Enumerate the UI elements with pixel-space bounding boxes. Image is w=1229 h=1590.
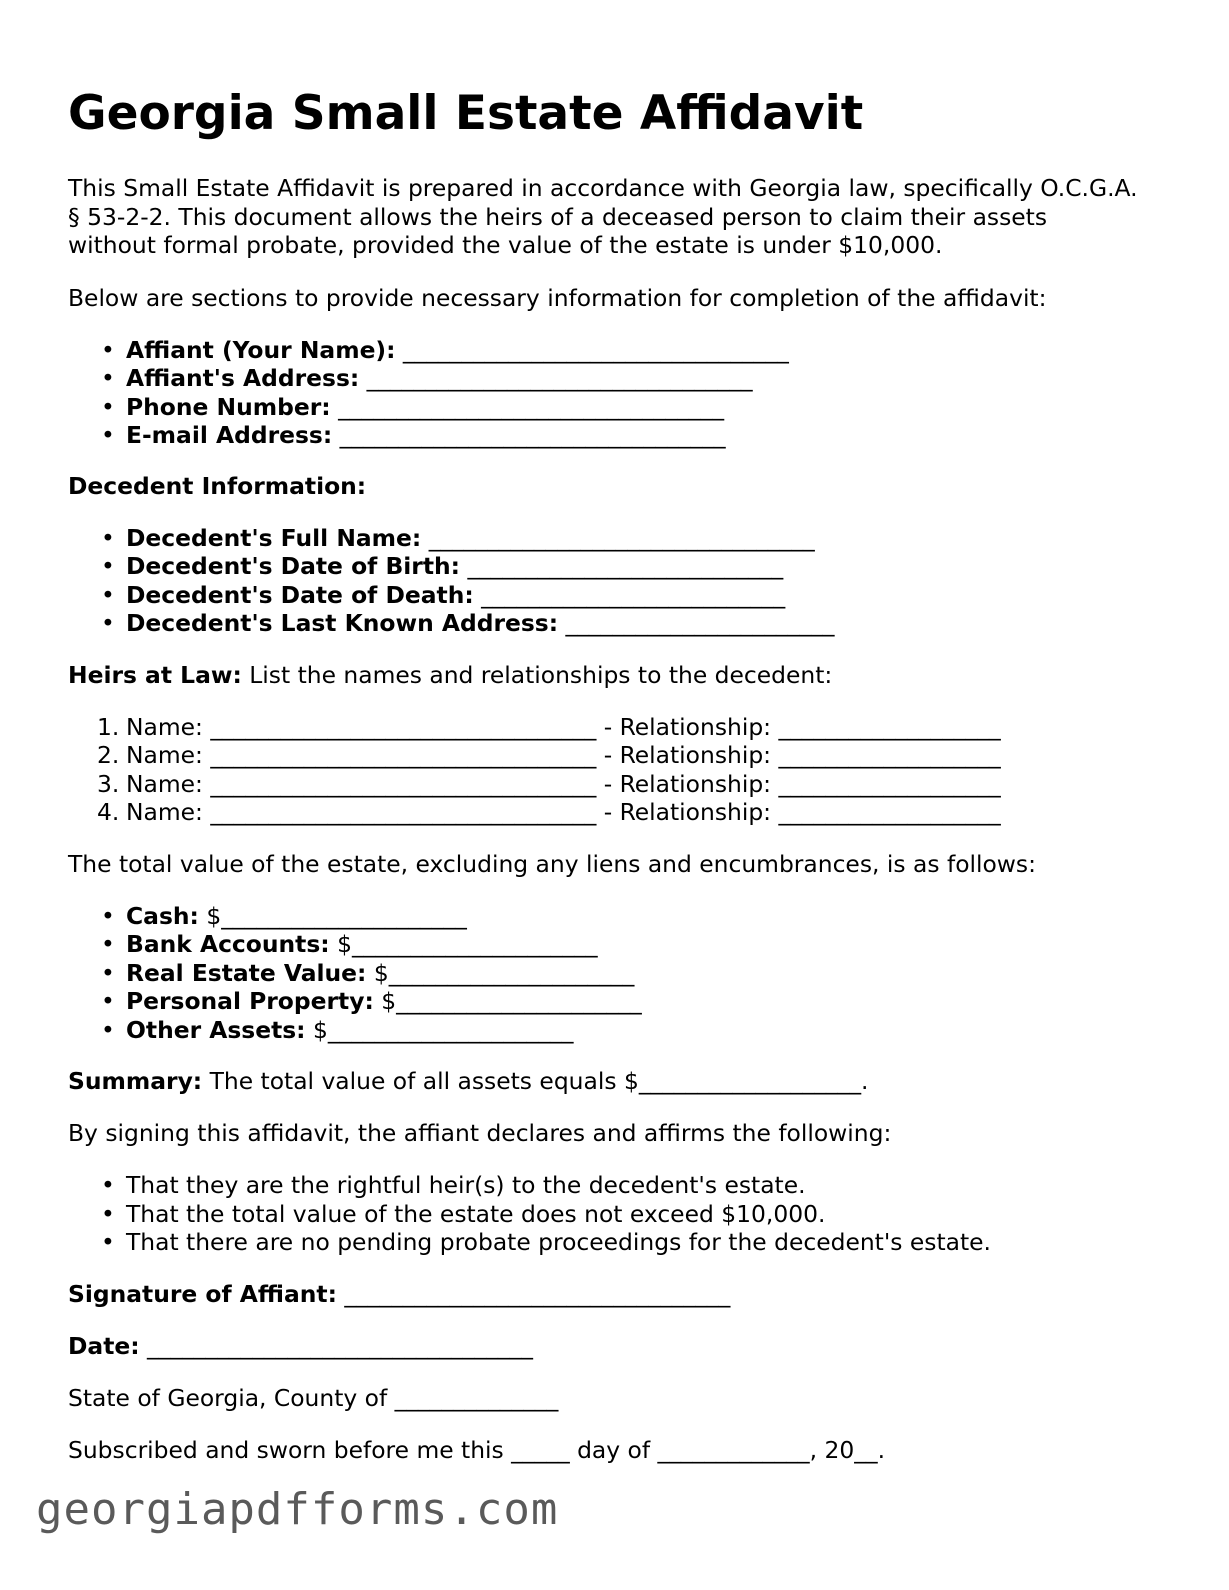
county-line[interactable]: State of Georgia, County of ______________ bbox=[68, 1383, 559, 1412]
bullet-icon: • bbox=[101, 523, 115, 552]
declaration-text: That they are the rightful heir(s) to the decedent's estate. bbox=[126, 1171, 806, 1199]
heir-relationship-label: - Relationship: bbox=[596, 798, 772, 826]
field-blank[interactable]: _________________________________ bbox=[338, 392, 725, 421]
field-blank[interactable]: $_____________________ bbox=[373, 958, 635, 987]
watermark: georgiapdfforms.com bbox=[36, 1484, 559, 1535]
declaration-text: That there are no pending probate proceedings for the decedent's estate. bbox=[126, 1228, 991, 1256]
heir-number: 1. bbox=[97, 712, 120, 741]
heir-row[interactable] bbox=[68, 798, 1001, 827]
field-blank[interactable]: ___________________________ bbox=[467, 552, 784, 580]
field-blank[interactable]: _________________________________ bbox=[339, 421, 726, 449]
heir-name-blank[interactable]: _________________________________ bbox=[210, 712, 597, 741]
bullet-icon: • bbox=[101, 930, 115, 958]
signature-line[interactable] bbox=[68, 1280, 730, 1309]
decedent-fields-list bbox=[68, 524, 835, 638]
personal-property-field[interactable] bbox=[68, 987, 642, 1016]
decedent-date-of-death-field[interactable] bbox=[68, 581, 835, 610]
field-blank[interactable]: $_____________________ bbox=[381, 987, 642, 1015]
heir-name-label: Name: bbox=[126, 769, 203, 798]
asset-fields-list bbox=[68, 902, 642, 1045]
bullet-icon: • bbox=[101, 1199, 115, 1228]
phone-number-field[interactable] bbox=[68, 393, 789, 422]
sworn-line[interactable]: Subscribed and sworn before me this _____ day of _____________, 20__. bbox=[68, 1435, 886, 1464]
field-label: Real Estate Value: bbox=[126, 958, 367, 987]
field-label: Decedent's Date of Birth: bbox=[126, 552, 461, 580]
affiant-fields-list bbox=[68, 336, 789, 450]
heir-relationship-blank[interactable]: ___________________ bbox=[778, 712, 1001, 741]
heir-relationship-label: - Relationship: bbox=[596, 741, 772, 769]
heir-name-label: Name: bbox=[126, 712, 203, 741]
field-label: E-mail Address: bbox=[126, 421, 333, 449]
field-label: Affiant's Address: bbox=[126, 364, 360, 392]
declaration-item bbox=[68, 1228, 991, 1257]
summary-label: Summary: bbox=[68, 1067, 203, 1095]
field-label: Bank Accounts: bbox=[126, 930, 330, 958]
field-label: Decedent's Date of Death: bbox=[126, 580, 474, 609]
heir-number: 3. bbox=[97, 769, 120, 798]
field-blank[interactable]: _________________________________ bbox=[402, 335, 789, 364]
heir-row[interactable] bbox=[68, 741, 1001, 770]
heir-number: 2. bbox=[97, 741, 120, 769]
intro-line-2: § 53-2-2. This document allows the heirs of a deceased person to claim their assets bbox=[68, 202, 1048, 231]
bullet-icon: • bbox=[101, 609, 115, 637]
intro-line-3: without formal probate, provided the value of the estate is under $10,000. bbox=[68, 231, 943, 259]
heir-name-label: Name: bbox=[126, 798, 203, 826]
field-blank[interactable]: __________________________ bbox=[481, 580, 786, 609]
heirs-heading bbox=[68, 661, 832, 690]
heir-relationship-label: - Relationship: bbox=[596, 769, 772, 798]
other-assets-field[interactable] bbox=[68, 1016, 642, 1045]
field-label: Decedent's Last Known Address: bbox=[126, 609, 559, 637]
sections-intro: Below are sections to provide necessary information for completion of the affidavit: bbox=[68, 284, 1047, 312]
bullet-icon: • bbox=[101, 335, 115, 364]
field-label: Affiant (Your Name): bbox=[126, 335, 396, 364]
declaration-item bbox=[68, 1200, 991, 1229]
heir-name-blank[interactable]: _________________________________ bbox=[210, 741, 597, 769]
field-blank[interactable]: _________________________________ bbox=[428, 523, 815, 552]
date-line[interactable] bbox=[68, 1332, 533, 1361]
summary-line[interactable] bbox=[68, 1067, 868, 1096]
field-label: Cash: bbox=[126, 901, 199, 930]
bullet-icon: • bbox=[101, 1015, 115, 1044]
date-label: Date: bbox=[68, 1331, 140, 1360]
field-blank[interactable]: $_____________________ bbox=[206, 901, 467, 930]
decedent-full-name-field[interactable] bbox=[68, 524, 835, 553]
intro-line-1: This Small Estate Affidavit is prepared in accordance with Georgia law, specifically O.C.G.A. bbox=[68, 174, 1138, 202]
heir-relationship-blank[interactable]: ___________________ bbox=[778, 798, 1001, 826]
bullet-icon: • bbox=[101, 958, 115, 987]
heir-name-label: Name: bbox=[126, 741, 203, 769]
signature-blank[interactable]: _________________________________ bbox=[344, 1279, 731, 1308]
date-blank[interactable]: _________________________________ bbox=[147, 1331, 533, 1360]
declarations-list bbox=[68, 1171, 991, 1257]
heir-name-blank[interactable]: _________________________________ bbox=[210, 798, 597, 826]
signature-label: Signature of Affiant: bbox=[68, 1279, 337, 1308]
bullet-icon: • bbox=[101, 364, 115, 392]
cash-field[interactable] bbox=[68, 902, 642, 931]
bullet-icon: • bbox=[101, 392, 115, 421]
field-blank[interactable]: _________________________________ bbox=[366, 364, 753, 392]
field-label: Phone Number: bbox=[126, 392, 331, 421]
field-label: Decedent's Full Name: bbox=[126, 523, 422, 552]
heirs-text: List the names and relationships to the decedent: bbox=[241, 660, 833, 689]
real-estate-value-field[interactable] bbox=[68, 959, 642, 988]
field-blank[interactable]: $_____________________ bbox=[312, 1015, 574, 1044]
field-label: Personal Property: bbox=[126, 987, 374, 1015]
heir-relationship-label: - Relationship: bbox=[596, 712, 772, 741]
affiant-name-field[interactable] bbox=[68, 336, 789, 365]
heirs-label: Heirs at Law: bbox=[68, 660, 242, 689]
declaration-item bbox=[68, 1171, 991, 1200]
heir-relationship-blank[interactable]: ___________________ bbox=[778, 769, 1001, 798]
heirs-list bbox=[68, 713, 1001, 827]
page-title: Georgia Small Estate Affidavit bbox=[68, 86, 864, 141]
bullet-icon: • bbox=[101, 552, 115, 580]
decedent-last-address-field[interactable] bbox=[68, 609, 835, 638]
declaration-intro: By signing this affidavit, the affiant declares and affirms the following: bbox=[68, 1119, 892, 1147]
bullet-icon: • bbox=[101, 1228, 115, 1256]
bullet-icon: • bbox=[101, 580, 115, 609]
field-blank[interactable]: _______________________ bbox=[565, 609, 835, 637]
decedent-date-of-birth-field[interactable] bbox=[68, 552, 835, 581]
heir-relationship-blank[interactable]: ___________________ bbox=[778, 741, 1001, 769]
bank-accounts-field[interactable] bbox=[68, 930, 642, 959]
decedent-heading-text: Decedent Information: bbox=[68, 472, 367, 500]
field-blank[interactable]: $_____________________ bbox=[337, 930, 598, 958]
email-address-field[interactable] bbox=[68, 421, 789, 450]
estate-value-intro: The total value of the estate, excluding any liens and encumbrances, is as follows: bbox=[68, 849, 1037, 878]
affiant-address-field[interactable] bbox=[68, 364, 789, 393]
bullet-icon: • bbox=[101, 1171, 115, 1199]
heir-name-blank[interactable]: _________________________________ bbox=[210, 769, 597, 798]
bullet-icon: • bbox=[101, 901, 115, 930]
decedent-heading bbox=[68, 472, 366, 501]
declaration-text: That the total value of the estate does not exceed $10,000. bbox=[126, 1199, 826, 1228]
bullet-icon: • bbox=[101, 987, 115, 1015]
heir-row[interactable] bbox=[68, 713, 1001, 742]
bullet-icon: • bbox=[101, 421, 115, 449]
heir-row[interactable] bbox=[68, 770, 1001, 799]
heir-number: 4. bbox=[97, 798, 120, 826]
field-label: Other Assets: bbox=[126, 1015, 306, 1044]
summary-text: The total value of all assets equals $___________________. bbox=[202, 1067, 869, 1095]
